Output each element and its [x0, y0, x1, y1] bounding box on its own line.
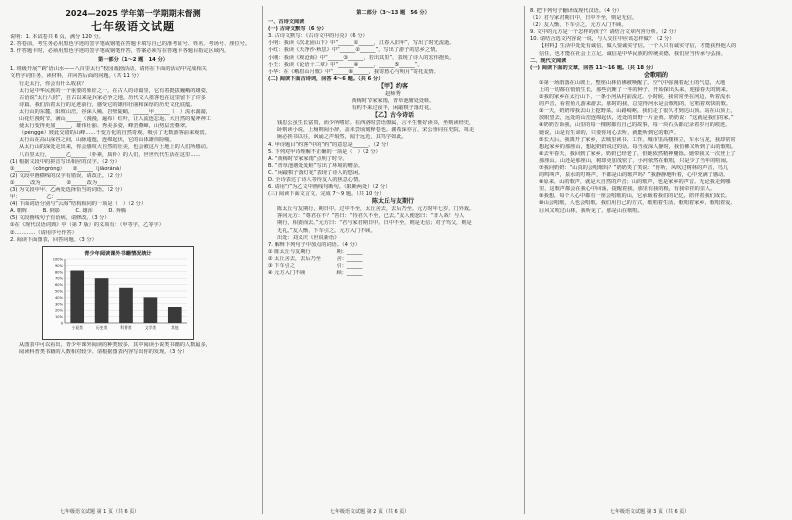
question-line: ②…………（请用序号作答）: [10, 229, 77, 236]
essay-line: ⑤长大后，我离开了家乡，去城里读书、工作。城市里高楼林立，车水马龙，我却常常: [539, 136, 736, 143]
question-line: 10. 请结合选文内容说一说，与人交往中应该怎样做？（2 分）: [530, 36, 675, 43]
question-line: 5. 下列对甲诗理解不正确的一项是（ ）（2 分）: [268, 148, 381, 155]
y-tick-label: 50%: [55, 289, 63, 294]
section-ancient-poetry: 一、古诗文阅读: [268, 19, 305, 26]
essay-line: ⑩山会唱歌，人也会唱歌。我们用自己的方式，歌唱着生活，歌唱着家乡，歌唱着爱。: [539, 200, 736, 207]
question-1-intro: [10, 66, 256, 80]
question-1-items: [10, 159, 256, 244]
subsection-poem: (二) 阅读下面古诗词，回答 4～6 题。（共 6 分）: [268, 75, 384, 82]
note-line: 2. 答卷前，考生务必用黑色字迹的签字笔或钢笔在答题卡填写自己的准考证号、姓名、考场号、座位号。: [10, 41, 251, 48]
question-line: 2. 阅读下面图表，回答问题。（3 分）: [10, 236, 97, 243]
questions-8-10: [530, 8, 782, 43]
part-1-heading: 第一部分（1～2 题 14 分）: [98, 57, 168, 64]
passage-line: 太行山在高山深谷之间，山脉逶迤，连绵起伏，它的山体雄伟险峻。: [19, 137, 175, 144]
page-1-footer: 七年级语文试题 第 1 页（共 6 页）: [60, 509, 140, 515]
essay-line: ②我的家乡在太行山下，一条小河从村前流过。小时候，我常常坐在河边，听着流水: [539, 94, 731, 101]
part-2-heading: 第二部分（3～13 题 56 分）: [356, 10, 430, 16]
question-line: A. “黄梅时节家家雨”点明了时令。: [268, 155, 348, 162]
column-divider: [262, 6, 263, 514]
question-line: 小刚：我读《观沧海》中“______③______，若出其里”，表现了诗人的宏伟抱负。: [268, 54, 455, 61]
question-line: ④ 元方入门不顾 顾：______: [268, 270, 363, 277]
question-line: 文档字词任务，读材料，并回答后面的问题。（共 11 分）: [10, 73, 142, 80]
question-line: （1）君与家君期日中，日中不至，则是无信。: [530, 15, 638, 22]
x-tick-label: 历史类: [95, 324, 108, 330]
passage-line: 行走太行，你会有什么收获？: [19, 80, 87, 87]
page-3-column: [530, 8, 782, 506]
y-tick-label: 0: [60, 321, 63, 326]
question-line: A. 朝晖 B. 倒影 C. 雄浑 D. 奔腾: [10, 208, 127, 215]
poem-body: [268, 98, 518, 112]
prose-line: 无礼。”友人惭，下车引之。元方入门不顾。: [277, 227, 376, 234]
question-line: 6. 请用“/”为乙文中画线句断句。（限断两处）（2 分）: [268, 184, 391, 191]
note-line: 说明：1. 本试卷共 6 页，满分 120 分。: [10, 34, 104, 40]
y-tick-label: 70%: [55, 276, 63, 281]
subsection-recite: (一) 古诗文默写（6 分）: [268, 26, 327, 33]
chart-caption: [10, 342, 256, 356]
page-1-column: [10, 8, 256, 506]
bar: [70, 270, 84, 322]
x-tick-label: 科普类: [120, 324, 132, 330]
question-line: （2）友人惭，下车引之，元方入门不顾。: [530, 22, 627, 29]
essay-line: ③一天，奶奶带我去山上挖野菜。山路崎岖，我们走了很久才到达山顶。站在山顶上，: [539, 108, 736, 115]
question-line: ①______（cōngróng） ②______（jiāoránà）: [10, 165, 125, 172]
poem-author: 赵师秀: [385, 90, 401, 97]
y-tick-label: 20%: [55, 308, 63, 313]
passage-line: 从太行山的深处走出来，你会感叹大自然的壮美，也会被这片土地上的人们所感动。: [19, 144, 211, 151]
question-line: 小华：在《峨眉山月歌》中“______⑥______，我寄愁心与明月”寄托友情。: [268, 68, 439, 75]
essay-line: 的鸣叫声，泉水的叮咚声，不都是山的歌声吗？”我静静地听着，心中充满了感动。: [539, 172, 729, 179]
caption-line: 从图表中可以看出，青少年课外阅读的种类较多，其中阅读小说类书籍的人数最多，: [19, 341, 211, 348]
questions-4-6: [268, 142, 518, 199]
question-line: (2) 文段中画横线的汉字有错误，请改正。（2 分）: [10, 172, 126, 179]
passage-line: 八百里太行，______乙______（朴素，质朴）的人们，世世代代生活在这里……: [19, 151, 201, 158]
prose-line: 出处：刘义庆《世说新语》: [277, 234, 340, 241]
question-line: 3. 古诗文默写：《古诗文中的月亮》（6 分）: [268, 33, 368, 40]
x-tick-label: 其他: [171, 324, 179, 330]
question-line: 小红：我读《天净沙·秋思》中“______②______”，写出了游子的思乡之情。: [268, 47, 441, 54]
prose-line: 厕必挟书以往，讽诵之声琅然，闻于远近，其笃学如此。: [277, 134, 407, 141]
exam-header: 2024—2025 学年第一学期期末督测: [65, 9, 201, 18]
passage-line: 山花烂漫时节，满山______（漫漫，遍布）红叶，让人流连忘返。大自然的鬼斧神工: [19, 116, 211, 123]
chart-title: 青少年阅读课外书籍情况统计: [84, 250, 152, 257]
passage-line: 使太行变得更加______，雄伟壮丽、秀美多姿，峰峦叠嶂，山势层峦叠翠。: [19, 123, 191, 130]
poem-line: 黄梅时节家家雨，青草池塘处处蛙。: [351, 98, 435, 105]
poem2-body: [268, 120, 518, 141]
prose-body: [268, 206, 518, 241]
question-line: C. “闲敲棋子落灯花”表现了诗人的悠闲。: [268, 169, 364, 176]
y-tick-label: 100%: [52, 257, 63, 262]
y-tick-label: 80%: [55, 270, 63, 275]
caption-line: 阅读科普类书籍的人数相对较少。请根据图表内容写出你的发现。（3 分）: [19, 348, 188, 355]
passage-line: 太行是中华民族的一个重要的象征之一。在古人的诗篇里，它有着挺拔巍峨的雄姿，: [19, 87, 211, 94]
y-tick-label: 40%: [55, 295, 63, 300]
essay-line: ⑧原来，山的歌声，就是大自然的声音；山的歌声，也是家乡的声音。无论我走到哪: [539, 179, 731, 186]
x-tick-label: 文学类: [144, 324, 157, 330]
poem-title: 【甲】约客: [377, 82, 408, 90]
prose-line: 钱思公虽生长富贵，而少所嗜好。在西洛时尝语僚属，言平生惟好读书，坐则读经史，: [277, 120, 475, 127]
essay-line: ⑪风又吹过山林，我听见了，那是山在歌唱。: [539, 207, 643, 214]
bar: [144, 297, 158, 323]
question-line: ①______改为______ ②______改为______: [10, 179, 113, 186]
prose-line: 客问元方：“尊君在不？”答曰：“待君久不至，已去。”友人便怒曰：“非人哉！与人: [277, 213, 465, 220]
essay-line: 里，这歌声都会在我心中回荡，提醒着我，那里有我的根，有我牵挂的亲人。: [539, 186, 716, 193]
question-line: (三) 阅读下面文言文，完成 7～9 题。（共 10 分）: [268, 191, 385, 198]
prose-line: 期行，相委而去。”元方曰：“君与家君期日中。日中不至，则是无信；对子骂父，则是: [277, 220, 472, 227]
bar: [95, 278, 109, 323]
prose-title: 陈太丘与友期行: [371, 198, 414, 206]
essay-line: 的声音，看着鱼儿游来游去。那时的我，总觉得河水是会歌唱的，它唱着欢快的歌。: [539, 101, 731, 108]
question-line: 小王：我读《论语十二章》中“______④______，______⑤______”。: [268, 61, 423, 68]
question-line: 甲：______ 乙：______: [10, 194, 73, 201]
essay-body: [530, 80, 782, 215]
essay-line: ①第一场雨落在山坡上，整座山林仿佛被唤醒了。空气中弥漫着泥土的气息，大地: [539, 79, 726, 86]
question-3: [268, 33, 518, 76]
passage-line: 太行山的东麓，阳坡山峦，谷深人稀，岩壁陡峭，______甲______（ ）流水潺潺，: [19, 108, 211, 115]
question-line: ③ 下车引之 引：______: [268, 263, 363, 269]
material-line: 【材料】生活中处处有诚信，做人要诚实守信。一个人只有诚实守信，才能获得他人的: [539, 43, 737, 50]
y-tick-label: 10%: [55, 314, 63, 319]
reading-bar-chart: [42, 246, 194, 340]
question-line: (5) 文段画线句子有语病，请修改。（3 分）: [10, 215, 110, 222]
question-line: (4) 下面词语分别与“云海”结构相同的一项是（ ）（2 分）: [10, 201, 147, 208]
question-line: B. “青草池塘处处蛙”写出了环境的嘈杂。: [268, 162, 364, 169]
question-line: (3) 为文段中甲、乙两处选择恰当的词语。（2 分）: [10, 186, 126, 193]
question-line: 7. 解释下列句子中加点的词语。（4 分）: [268, 241, 360, 248]
passage-line: 诗篇。我们沿着太行的足迹前行，感受它的雄伟壮丽和深厚的历史文化底蕴。: [19, 101, 196, 108]
bar: [119, 288, 133, 323]
essay-line: ⑦我问奶奶：“山真的会唱歌吗？”奶奶笑了笑说：“你听，风吹过树林的声音，鸟儿: [539, 164, 729, 171]
essay-line: ④奶奶告诉我，山里的每一棵树都有自己的故事，每一块石头都记录着岁月的痕迹。: [539, 122, 731, 129]
essay-line: 她说，山是有生命的，只要你用心去听，就能听到它的歌声。: [539, 129, 680, 136]
prose-line: 卧则读小说，上厕则阅小辞，盖未尝顷刻释卷也。谢希深亦言，宋公垂同在史院，每走: [277, 127, 475, 134]
note-line: 3. 作答题卡时，必须用黑色字迹的签字笔或钢笔作答，答案必须写在答题卡各题目指定区域内。: [10, 48, 230, 55]
question-line: 1. 班级开展“‘跨’语山水——八百里太行”校园戏剧活动，请你在下面的活动中完成相关: [10, 66, 207, 73]
essay-title: 会歌唱的: [643, 71, 668, 79]
y-tick-label: 30%: [55, 302, 63, 307]
y-tick-label: 60%: [55, 282, 63, 287]
question-line: ② 太丘舍去，去后乃至 舍：______: [268, 255, 363, 262]
chart-svg: [43, 247, 193, 339]
x-tick-label: 小说类: [71, 324, 83, 330]
material-block: [530, 43, 782, 57]
essay-line: 想起家乡的那座山，想起奶奶说过的话。每当夜深人静时，我仿佛又听到了山的歌唱。: [539, 143, 737, 150]
question-line: (1) 根据文段中的拼音写出相应的汉字。（2 分）: [10, 158, 120, 165]
essay-line: 上的一切都在悄悄生长，那些沉睡了一冬的种子，开始探出头来，迎接春天的到来。: [539, 86, 731, 93]
question-line: ①在《现代汉语词典》中（第 7 版）的义项有：（甲等字，乙等字）: [10, 222, 164, 229]
question-1-passage: [10, 81, 256, 159]
question-line: 8. 把下列句子翻译成现代汉语。（4 分）: [530, 8, 622, 14]
poem-line: 有约不来过夜半，闲敲棋子落灯花。: [351, 105, 435, 112]
y-tick-label: 90%: [55, 263, 63, 268]
essay-line: ⑨我想，每个人心中都有一座会唱歌的山，它承载着我们的记忆，陪伴着我们成长。: [539, 193, 731, 200]
question-line: 小明：我读《次北固山下》中“______①______，江春入旧年”，写出了时光流逝。: [268, 40, 455, 47]
essay-line: 那座山。山还是那座山，树却更加茂密了，小河依然在歌唱，只是少了当年的喧闹。: [539, 157, 731, 164]
column-divider: [524, 6, 525, 514]
essay-line: ⑥去年春天，我回到了家乡。奶奶已经老了，但她依然精神矍铄。她带我又一次登上了: [539, 150, 736, 157]
question-line: D. 全诗表达了诗人等待友人的焦急心情。: [268, 176, 364, 183]
essay-line: 放眼望去，远处的山峦连绵起伏，近处的田野一片金黄。奶奶说：“这就是我们的家。”: [539, 115, 734, 122]
exam-notes: [10, 34, 256, 55]
passage-line: 古语说“太行八陉”，自古以来是兵家必争之地。历代文人墨客也在这里留下了许多: [19, 94, 206, 101]
bar: [168, 307, 182, 323]
exam-title: 七年级语文试题: [91, 20, 175, 33]
material-line: 信任，也才能在社会上立足。诚信是中华民族的传统美德，我们应当传承与弘扬。: [539, 50, 726, 57]
page-2-footer: 七年级语文试题 第 2 页（共 6 页）: [330, 509, 410, 515]
section-modern-reading: 二、现代文阅读: [530, 57, 567, 64]
question-line: 4. 甲诗题目“约客”中的“约”的意思是______。（2 分）: [268, 141, 392, 148]
subsection-essay: (一) 阅读下面的文章，回答 11～16 题。（共 18 分）: [530, 64, 657, 71]
page-3-footer: 七年级语文试题 第 3 页（共 6 页）: [610, 509, 690, 515]
prose-line: 陈太丘与友期行，期日中。过中不至，太丘舍去，去后乃至。元方时年七岁，门外戏。: [277, 206, 475, 213]
poem2-title: 【乙】古今诗话: [371, 112, 414, 120]
question-line: 9. 文中的元方是一个怎样的孩子？请结合文章内容分析。（2 分）: [530, 29, 680, 36]
question-line: ① 陈太丘与友期行 期：______: [268, 248, 363, 255]
page-2-column: [268, 8, 518, 506]
passage-line: （pénggé）彼此交错的山峰……千变万化的自然奇观，吸引了无数游客前来观赏。: [19, 130, 210, 137]
questions-7-9: [268, 242, 518, 277]
